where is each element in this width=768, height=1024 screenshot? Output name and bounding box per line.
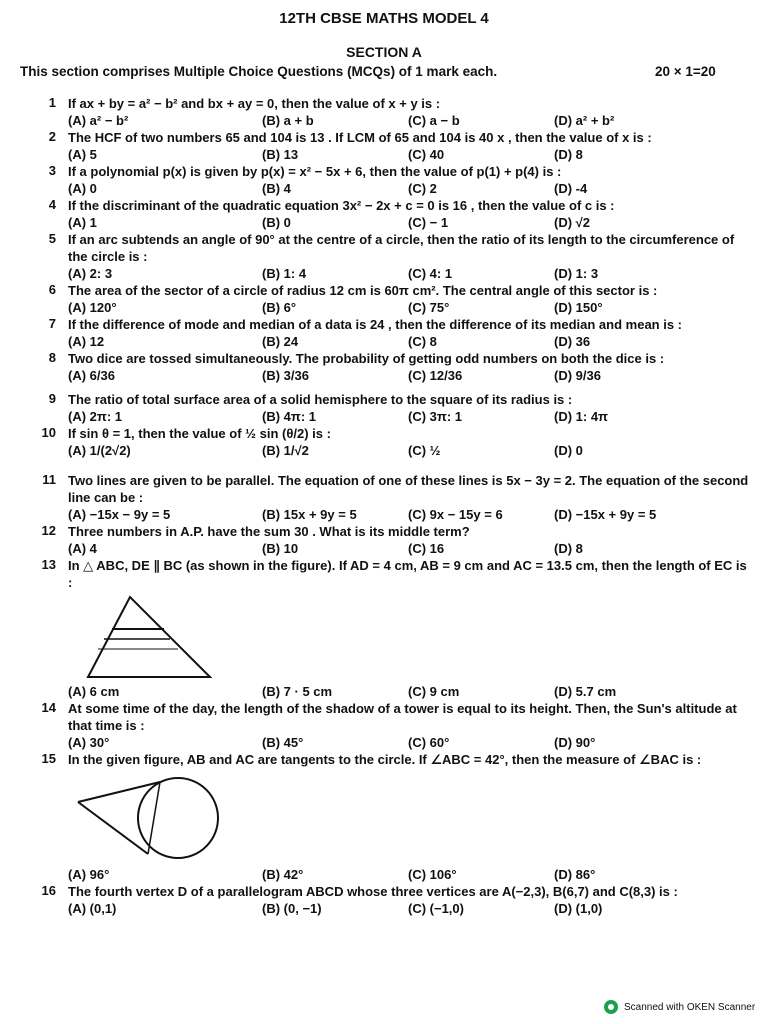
option-b: (B) 13 xyxy=(262,147,299,162)
option-c: (C) (−1,0) xyxy=(408,901,464,916)
question-number: 2 xyxy=(48,129,56,144)
question-number: 9 xyxy=(48,391,56,406)
question-text: If an arc subtends an angle of 90° at the centre of a circle, then the ratio of its length to the circumference of the circle is : xyxy=(68,232,735,264)
question-2 xyxy=(0,129,768,163)
triangle-figure xyxy=(68,591,768,683)
question-11 xyxy=(0,472,768,523)
question-16 xyxy=(0,883,768,917)
option-d: (D) 150° xyxy=(554,300,603,315)
options-row xyxy=(68,299,768,316)
option-b: (B) (0, −1) xyxy=(262,901,322,916)
question-10 xyxy=(0,425,768,472)
option-c: (C) 12/36 xyxy=(408,368,463,383)
question-number: 11 xyxy=(42,472,56,487)
option-d: (D) 8 xyxy=(554,147,583,162)
page-title: 12TH CBSE MATHS MODEL 4 xyxy=(279,10,489,27)
section-instructions: This section comprises Multiple Choice Questions (MCQs) of 1 mark each. xyxy=(20,64,498,79)
question-text: If ax + by = a² − b² and bx + ay = 0, then the value of x + y is : xyxy=(68,96,441,111)
options-row xyxy=(68,367,768,391)
options-row xyxy=(68,734,768,751)
options-row xyxy=(68,540,768,557)
options-row xyxy=(68,146,768,163)
option-a: (A) 12 xyxy=(68,334,105,349)
option-d: (D) 9/36 xyxy=(554,368,601,383)
option-d: (D) −15x + 9y = 5 xyxy=(554,507,657,522)
option-b: (B) 7 · 5 cm xyxy=(262,684,333,699)
tangent-circle-figure xyxy=(68,768,768,866)
options-row xyxy=(68,506,768,523)
option-b: (B) 45° xyxy=(262,735,304,750)
question-text: In △ ABC, DE ∥ BC (as shown in the figure). If AD = 4 cm, AB = 9 cm and AC = 13.5 cm, then the length of EC is : xyxy=(68,558,747,590)
option-d: (D) 5.7 cm xyxy=(554,684,617,699)
question-number: 3 xyxy=(48,163,56,178)
question-text: The fourth vertex D of a parallelogram ABCD whose three vertices are A(−2,3), B(6,7) and C(8,3) is : xyxy=(68,884,678,899)
question-3 xyxy=(0,163,768,197)
option-b: (B) 3/36 xyxy=(262,368,309,383)
option-a: (A) 4 xyxy=(68,541,97,556)
options-row xyxy=(68,442,768,472)
option-c: (C) a − b xyxy=(408,113,460,128)
question-text: Three numbers in A.P. have the sum 30 . What is its middle term? xyxy=(68,524,470,539)
question-number: 14 xyxy=(41,700,56,715)
question-text: Two lines are given to be parallel. The equation of one of these lines is 5x − 3y = 2. The equation of the second line can be : xyxy=(68,473,749,505)
question-9 xyxy=(0,391,768,425)
tangent-diagram xyxy=(68,768,228,866)
option-d: (D) -4 xyxy=(554,181,588,196)
option-b: (B) 0 xyxy=(262,215,291,230)
options-row xyxy=(68,408,768,425)
option-c: (C) 8 xyxy=(408,334,437,349)
question-1 xyxy=(0,95,768,129)
option-a: (A) 96° xyxy=(68,867,110,882)
option-a: (A) 1 xyxy=(68,215,97,230)
question-15 xyxy=(0,751,768,883)
option-d: (D) 8 xyxy=(554,541,583,556)
question-number: 7 xyxy=(48,316,56,331)
question-number: 16 xyxy=(41,883,56,898)
option-a: (A) (0,1) xyxy=(68,901,117,916)
scanner-watermark xyxy=(604,1000,755,1014)
option-d: (D) 0 xyxy=(554,443,583,458)
question-number: 10 xyxy=(41,425,56,440)
question-number: 4 xyxy=(48,197,56,212)
option-b: (B) 1: 4 xyxy=(262,266,307,281)
option-a: (A) 120° xyxy=(68,300,117,315)
question-text: If the discriminant of the quadratic equation 3x² − 2x + c = 0 is 16 , then the value of c is : xyxy=(68,198,615,213)
option-a: (A) a² − b² xyxy=(68,113,129,128)
options-row xyxy=(68,866,768,883)
question-text: If sin θ = 1, then the value of ½ sin (θ/2) is : xyxy=(68,426,331,441)
question-text: The HCF of two numbers 65 and 104 is 13 . If LCM of 65 and 104 is 40 x , then the value of x is : xyxy=(68,130,652,145)
question-4 xyxy=(0,197,768,231)
option-a: (A) 1/(2√2) xyxy=(68,443,131,458)
option-a: (A) −15x − 9y = 5 xyxy=(68,507,171,522)
question-text: The ratio of total surface area of a solid hemisphere to the square of its radius is : xyxy=(68,392,573,407)
section-heading: SECTION A xyxy=(346,44,422,60)
question-text: If a polynomial p(x) is given by p(x) = x² − 5x + 6, then the value of p(1) + p(4) is : xyxy=(68,164,562,179)
option-d: (D) 86° xyxy=(554,867,596,882)
question-text: Two dice are tossed simultaneously. The probability of getting odd numbers on both the dice is : xyxy=(68,351,665,366)
question-number: 12 xyxy=(41,523,56,538)
option-c: (C) − 1 xyxy=(408,215,449,230)
option-c: (C) 16 xyxy=(408,541,445,556)
scanner-logo-icon xyxy=(604,1000,618,1014)
option-b: (B) 1/√2 xyxy=(262,443,309,458)
question-12 xyxy=(0,523,768,557)
option-d: (D) 1: 4π xyxy=(554,409,609,424)
option-b: (B) 15x + 9y = 5 xyxy=(262,507,357,522)
option-b: (B) a + b xyxy=(262,113,314,128)
option-c: (C) 9x − 15y = 6 xyxy=(408,507,503,522)
option-c: (C) 75° xyxy=(408,300,450,315)
question-number: 1 xyxy=(48,95,56,110)
option-b: (B) 10 xyxy=(262,541,299,556)
question-number: 8 xyxy=(48,350,56,365)
options-row xyxy=(68,265,768,282)
question-text: If the difference of mode and median of a data is 24 , then the difference of its median and mean is : xyxy=(68,317,683,332)
option-a: (A) 2π: 1 xyxy=(68,409,123,424)
options-row xyxy=(68,900,768,917)
options-row xyxy=(68,214,768,231)
question-6 xyxy=(0,282,768,316)
question-text: At some time of the day, the length of the shadow of a tower is equal to its height. Then, the Sun's altitude at that time is : xyxy=(68,701,737,733)
options-row xyxy=(68,683,768,700)
question-8 xyxy=(0,350,768,391)
option-b: (B) 6° xyxy=(262,300,297,315)
option-a: (A) 6 cm xyxy=(68,684,120,699)
question-text: The area of the sector of a circle of radius 12 cm is 60π cm². The central angle of this sector is : xyxy=(68,283,658,298)
option-c: (C) 60° xyxy=(408,735,450,750)
option-a: (A) 30° xyxy=(68,735,110,750)
question-5 xyxy=(0,231,768,282)
option-a: (A) 5 xyxy=(68,147,97,162)
option-c: (C) 106° xyxy=(408,867,457,882)
options-row xyxy=(68,112,768,129)
triangle-diagram xyxy=(68,591,228,683)
question-13 xyxy=(0,557,768,700)
option-d: (D) √2 xyxy=(554,215,591,230)
question-14 xyxy=(0,700,768,751)
option-a: (A) 2: 3 xyxy=(68,266,113,281)
option-c: (C) 4: 1 xyxy=(408,266,453,281)
options-row xyxy=(68,333,768,350)
section-marks: 20 × 1=20 xyxy=(655,64,716,79)
options-row xyxy=(68,180,768,197)
option-b: (B) 4π: 1 xyxy=(262,409,317,424)
option-c: (C) 40 xyxy=(408,147,445,162)
option-c: (C) 2 xyxy=(408,181,437,196)
question-number: 6 xyxy=(48,282,56,297)
question-number: 15 xyxy=(41,751,56,766)
option-d: (D) a² + b² xyxy=(554,113,615,128)
option-d: (D) 1: 3 xyxy=(554,266,599,281)
question-list xyxy=(0,95,768,917)
option-c: (C) ½ xyxy=(408,443,441,458)
question-7 xyxy=(0,316,768,350)
question-number: 5 xyxy=(48,231,56,246)
option-d: (D) (1,0) xyxy=(554,901,603,916)
option-a: (A) 0 xyxy=(68,181,97,196)
option-b: (B) 4 xyxy=(262,181,291,196)
option-d: (D) 90° xyxy=(554,735,596,750)
scanner-text: Scanned with OKEN Scanner xyxy=(624,1001,756,1013)
question-text: In the given figure, AB and AC are tangents to the circle. If ∠ABC = 42°, then the measure of ∠BAC is : xyxy=(68,752,702,767)
option-a: (A) 6/36 xyxy=(68,368,115,383)
option-b: (B) 42° xyxy=(262,867,304,882)
question-number: 13 xyxy=(41,557,56,572)
option-c: (C) 9 cm xyxy=(408,684,460,699)
option-b: (B) 24 xyxy=(262,334,299,349)
option-c: (C) 3π: 1 xyxy=(408,409,463,424)
option-d: (D) 36 xyxy=(554,334,591,349)
